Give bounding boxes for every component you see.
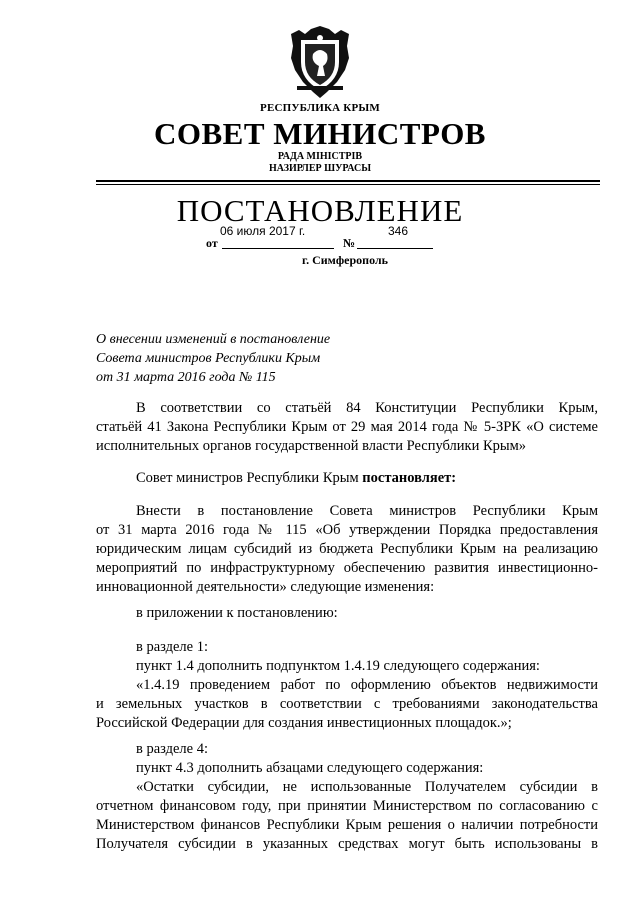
header-divider-thin [96, 184, 600, 185]
decree-subject [96, 330, 330, 387]
text-line: в приложении к постановлению: [136, 605, 338, 621]
text-line: в разделе 4: [136, 741, 209, 757]
council-name-crimean-tatar: НАЗИРЛЕР ШУРАСЫ [268, 163, 372, 174]
decree-city: г. Симферополь [302, 253, 388, 267]
subject-line: О внесении изменений в постановление [96, 332, 331, 347]
text-line: Российской Федерации для создания инвестиционных площадок.»; [96, 715, 512, 731]
resolves-intro: Совет министров Республики Крым [136, 470, 363, 486]
text-line: и земельных участков в соответствии с требованиями законодательства [96, 696, 598, 712]
from-label: от [206, 236, 218, 250]
text-line: Министерством финансов Республики Крым решения о наличии потребности [96, 817, 598, 833]
text-line: пункт 1.4 дополнить подпунктом 1.4.19 следующего содержания: [136, 658, 540, 674]
date-underline [222, 248, 334, 249]
crimea-coat-of-arms-icon [287, 26, 353, 98]
text-line: статьёй 41 Закона Республики Крым от 29 мая 2014 года № 5-ЗРК «О системе [96, 419, 598, 435]
decree-title: ПОСТАНОВЛЕНИЕ [176, 193, 464, 228]
paragraph-resolves [96, 469, 598, 488]
paragraph-appendix [96, 604, 598, 623]
republic-name: РЕСПУБЛИКА КРЫМ [260, 102, 380, 114]
text-line: юридическим лицам субсидий из бюджета Республики Крым на реализацию [96, 541, 598, 557]
text-line [96, 469, 598, 488]
text-line: мероприятий по инфраструктурному обеспечению развития инвестиционно- [96, 560, 598, 576]
text-line: отчетном финансовом году, при принятии Министерством по согласованию с [96, 798, 598, 814]
text-line: от 31 марта 2016 года № 115 «Об утверждении Порядка предоставления [96, 522, 598, 538]
paragraph-section-4 [96, 740, 598, 854]
text-line: инновационной деятельности» следующие изменения: [96, 579, 435, 595]
decree-number: 346 [388, 224, 409, 238]
subject-line: от 31 марта 2016 года № 115 [96, 370, 276, 385]
council-name-ukrainian: РАДА МІНІСТРІВ [277, 151, 363, 162]
text-line: исполнительных органов государственной власти Республики Крым» [96, 438, 527, 454]
council-name: СОВЕТ МИНИСТРОВ [154, 116, 486, 151]
text-line: «Остатки субсидии, не использованные Получателем субсидии в [136, 779, 598, 795]
number-label: № [343, 236, 356, 250]
text-line: В соответствии со статьёй 84 Конституции Республики Крым, [136, 400, 598, 416]
text-line: Внести в постановление Совета министров Республики Крым [136, 503, 598, 519]
resolves-keyword: постановляет: [362, 470, 457, 486]
paragraph-amendment [96, 502, 598, 597]
header-divider-thick [96, 180, 600, 182]
subject-line: Совета министров Республики Крым [96, 351, 321, 366]
text-line: Получателя субсидии в указанных средствах могут быть использованы в [96, 836, 598, 852]
paragraph-legal-basis [96, 399, 598, 456]
paragraph-section-1 [96, 638, 598, 733]
decree-date-number-line [206, 224, 446, 252]
text-line: «1.4.19 проведением работ по оформлению объектов недвижимости [136, 677, 598, 693]
text-line: в разделе 1: [136, 639, 209, 655]
text-line: пункт 4.3 дополнить абзацами следующего содержания: [136, 760, 484, 776]
decree-date: 06 июля 2017 г. [220, 224, 306, 238]
number-underline [357, 248, 433, 249]
